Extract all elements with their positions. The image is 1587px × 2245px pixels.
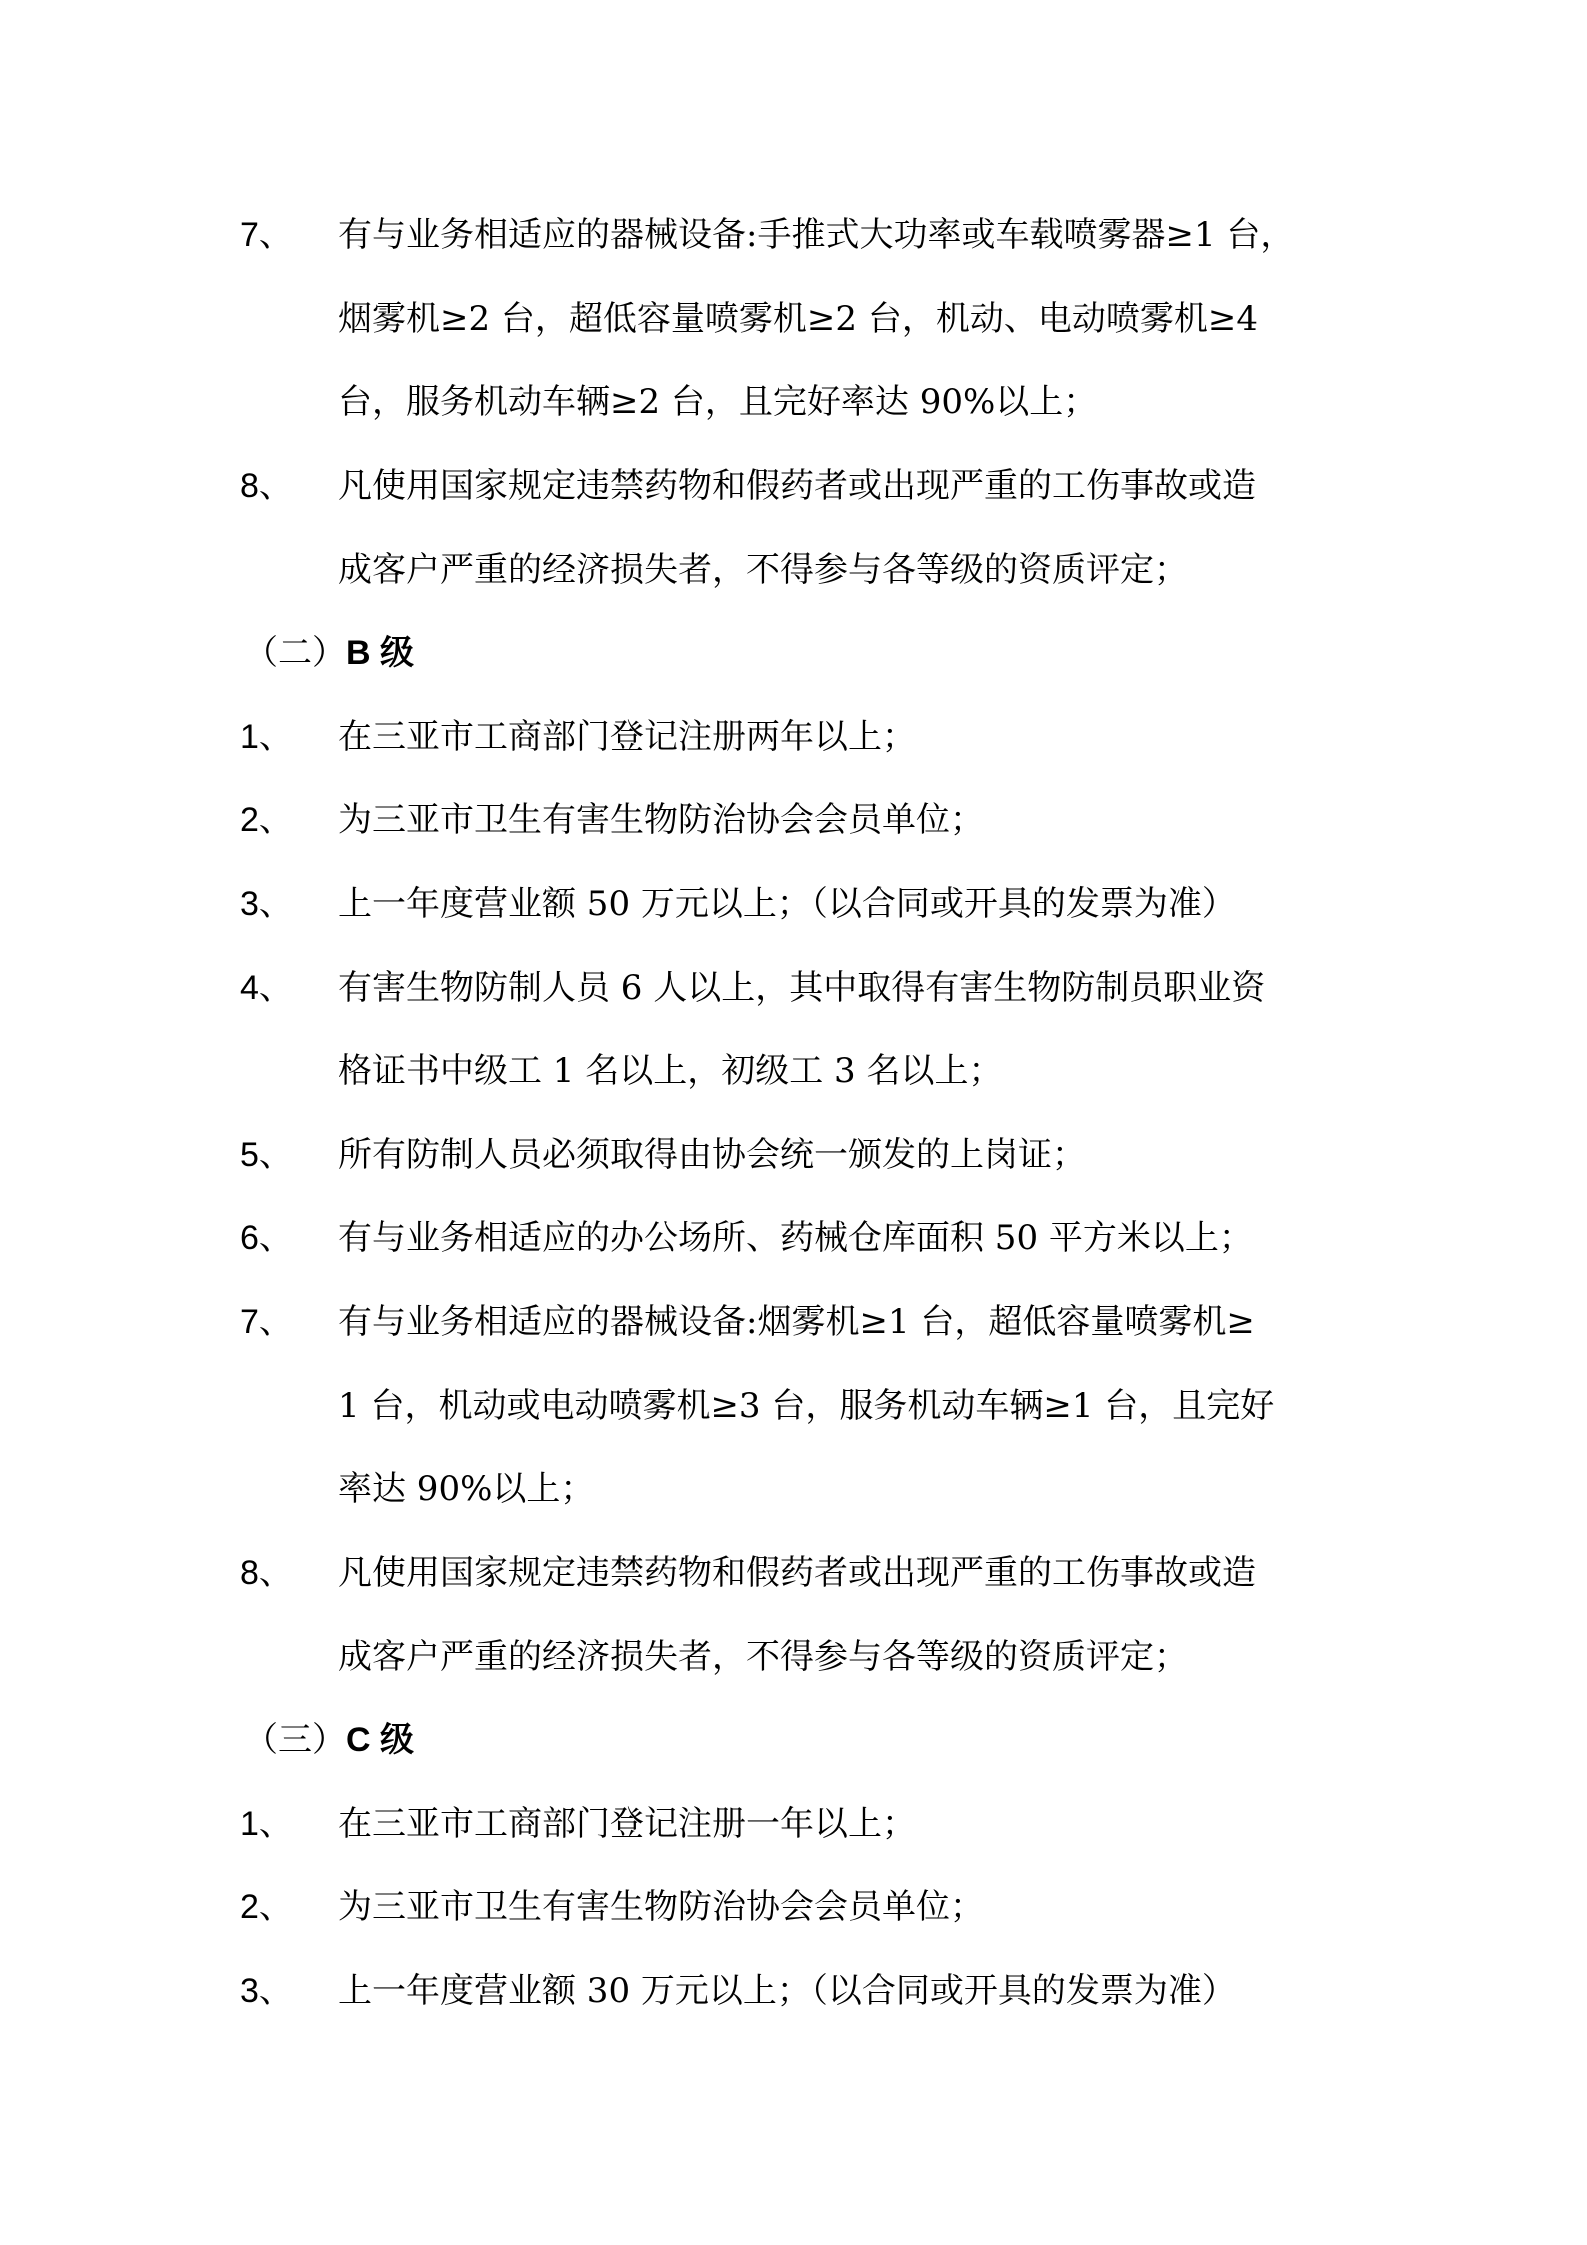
item-text: 上一年度营业额 50 万元以上；（以合同或开具的发票为准）: [338, 884, 1236, 924]
item-number: 2、: [240, 801, 293, 839]
item-number: 8、: [240, 1554, 293, 1592]
item-text: 在三亚市工商部门登记注册一年以上；: [338, 1804, 916, 1844]
item-text: 格证书中级工 1 名以上，初级工 3 名以上；: [338, 1051, 1003, 1091]
item-text: 凡使用国家规定违禁药物和假药者或出现严重的工伤事故或造: [338, 1553, 1256, 1593]
item-number: 4、: [240, 969, 293, 1007]
item-text: 1 台，机动或电动喷雾机≥3 台，服务机动车辆≥1 台，且完好: [338, 1386, 1275, 1426]
section-grade: B 级: [346, 634, 414, 672]
item-number: 3、: [240, 885, 293, 923]
item-text: 有与业务相适应的办公场所、药械仓库面积 50 平方米以上；: [338, 1218, 1253, 1258]
item-text: 为三亚市卫生有害生物防治协会会员单位；: [338, 1887, 984, 1927]
item-number: 7、: [240, 216, 293, 254]
item-text: 有与业务相适应的器械设备:烟雾机≥1 台，超低容量喷雾机≥: [338, 1302, 1255, 1342]
item-text: 在三亚市工商部门登记注册两年以上；: [338, 717, 916, 757]
item-text: 率达 90%以上；: [338, 1469, 595, 1509]
item-number: 7、: [240, 1303, 293, 1341]
section-grade: C 级: [346, 1721, 414, 1759]
item-text: 为三亚市卫生有害生物防治协会会员单位；: [338, 800, 984, 840]
item-text: 烟雾机≥2 台，超低容量喷雾机≥2 台，机动、电动喷雾机≥4: [338, 299, 1258, 339]
item-text: 台，服务机动车辆≥2 台，且完好率达 90%以上；: [338, 382, 1098, 422]
item-text: 所有防制人员必须取得由协会统一颁发的上岗证；: [338, 1135, 1086, 1175]
item-text: 有害生物防制人员 6 人以上，其中取得有害生物防制员职业资: [338, 968, 1266, 1008]
item-text: 上一年度营业额 30 万元以上；（以合同或开具的发票为准）: [338, 1971, 1236, 2011]
item-number: 1、: [240, 718, 293, 756]
item-number: 8、: [240, 467, 293, 505]
item-number: 5、: [240, 1136, 293, 1174]
section-prefix: （二）: [244, 633, 346, 673]
item-number: 1、: [240, 1805, 293, 1843]
item-text: 有与业务相适应的器械设备:手推式大功率或车载喷雾器≥1 台，: [338, 215, 1295, 255]
item-number: 6、: [240, 1219, 293, 1257]
item-text: 成客户严重的经济损失者，不得参与各等级的资质评定；: [338, 550, 1188, 590]
item-text: 成客户严重的经济损失者，不得参与各等级的资质评定；: [338, 1637, 1188, 1677]
item-text: 凡使用国家规定违禁药物和假药者或出现严重的工伤事故或造: [338, 466, 1256, 506]
item-number: 3、: [240, 1972, 293, 2010]
section-prefix: （三）: [244, 1720, 346, 1760]
item-number: 2、: [240, 1888, 293, 1926]
